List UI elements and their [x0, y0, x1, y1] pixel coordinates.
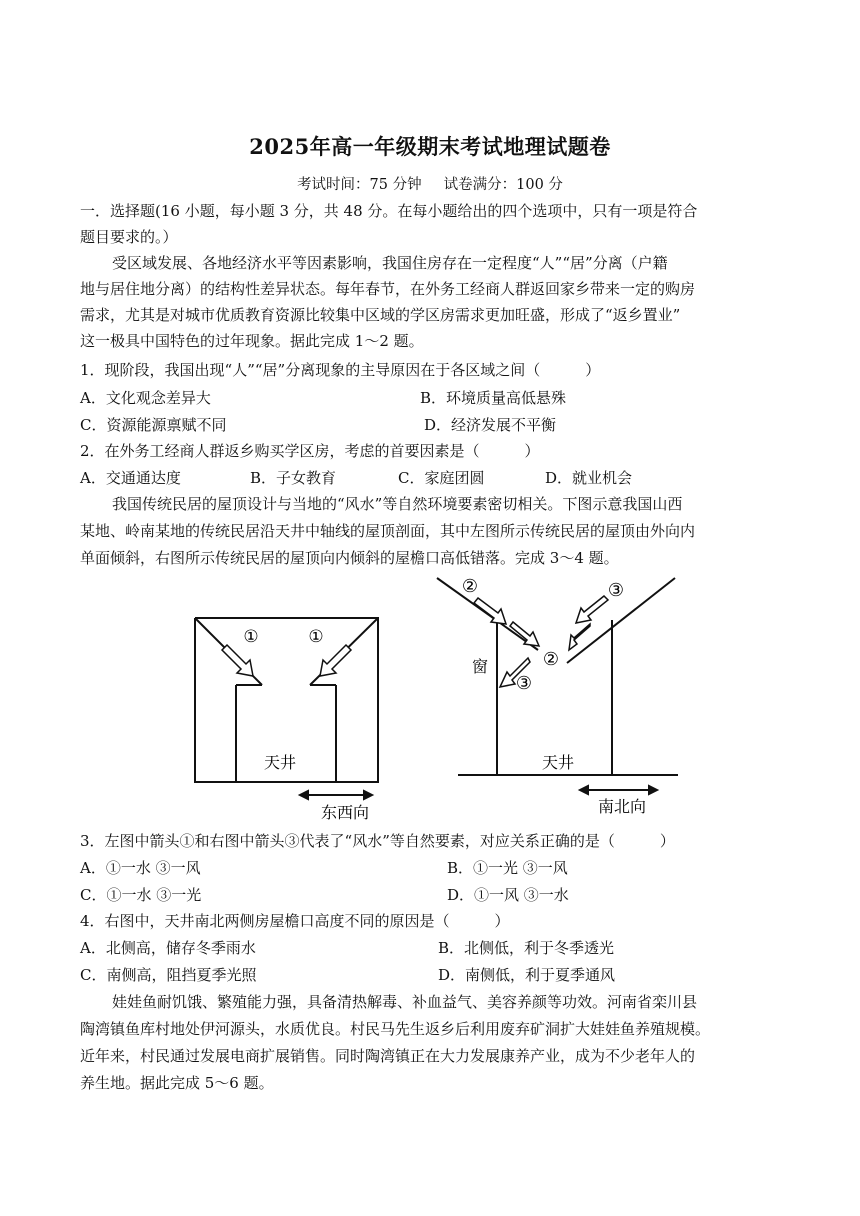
q1-option-b: B．环境质量高低悬殊	[420, 389, 567, 407]
left-arrow-label: ①	[308, 627, 324, 647]
exam-info	[0, 173, 860, 194]
passage1-line: 这一极具中国特色的过年现象。据此完成 1～2 题。	[80, 332, 424, 350]
q3-option-d: D．①一风 ③一水	[447, 886, 569, 904]
right-label-3: ③	[607, 580, 625, 601]
full-score: 试卷满分：100 分	[443, 177, 563, 193]
exam-time: 考试时间：75 分钟	[297, 177, 422, 193]
q2-option-c: C．家庭团圆	[398, 469, 485, 487]
q2-option-d: D．就业机会	[545, 469, 633, 487]
right-roof-diagram	[437, 578, 678, 775]
passage1-line: 地与居住地分离）的结构性差异状态。每年春节，在外务工经商人群返回家乡带来一定的购房	[80, 280, 696, 298]
passage2-line: 单面倾斜，右图所示传统民居的屋顶向内倾斜的屋檐口高低错落。完成 3～4 题。	[80, 549, 619, 567]
q4-option-a: A．北侧高，储存冬季雨水	[80, 939, 256, 957]
passage2-line: 某地、岭南某地的传统民居沿天井中轴线的屋顶剖面，其中左图所示传统民居的屋顶由外向内	[80, 522, 696, 540]
left-arrow-1-east	[320, 645, 351, 676]
left-courtyard-label: 天井	[263, 753, 297, 772]
q4-option-b: B．北侧低，利于冬季透光	[438, 939, 615, 957]
question-4-stem: 4．右图中，天井南北两侧房屋檐口高度不同的原因是（ ）	[80, 912, 510, 930]
right-direction-label: 南北向	[597, 797, 647, 816]
left-arrow-label: ①	[243, 627, 259, 647]
right-arrow-2-upper	[474, 598, 506, 624]
q2-option-a: A．交通通达度	[80, 469, 181, 487]
q1-option-d: D．经济发展不平衡	[424, 416, 557, 434]
passage1-line: 受区域发展、各地经济水平等因素影响，我国住房存在一定程度“人”“居”分离（户籍	[112, 254, 668, 272]
right-label-3: ③	[515, 673, 533, 694]
passage2-line: 我国传统民居的屋顶设计与当地的“风水”等自然环境要素密切相关。下图示意我国山西	[112, 495, 683, 513]
roof-section-figure	[180, 572, 700, 824]
passage3-line: 娃娃鱼耐饥饿、繁殖能力强，具备清热解毒、补血益气、美容养颜等功效。河南省栾川县	[112, 993, 698, 1011]
q3-option-c: C．①一水 ③一光	[80, 886, 202, 904]
left-arrow-1-west	[222, 645, 253, 676]
left-direction-arrow	[300, 791, 372, 799]
q3-option-b: B．①一光 ③一风	[447, 859, 568, 877]
passage3-line: 养生地。据此完成 5～6 题。	[80, 1074, 274, 1092]
passage3-line: 陶湾镇鱼库村地处伊河源头，水质优良。村民马先生返乡后利用废弃矿洞扩大娃娃鱼养殖规模。	[80, 1020, 711, 1038]
q1-option-a: A．文化观念差异大	[80, 389, 211, 407]
right-label-2: ②	[542, 649, 560, 670]
window-label: 窗	[471, 657, 489, 676]
section-instructions-line1: 一．选择题(16 小题，每小题 3 分，共 48 分。在每小题给出的四个选项中，只有一项是符合	[80, 202, 698, 220]
q4-option-c: C．南侧高，阻挡夏季光照	[80, 966, 257, 984]
right-arrow-3-lower	[569, 624, 590, 650]
section-instructions-line2: 题目要求的。）	[80, 228, 178, 246]
q4-option-d: D．南侧低，利于夏季通风	[438, 966, 616, 984]
q3-option-a: A．①一水 ③一风	[80, 859, 201, 877]
right-arrow-3-upper	[576, 596, 608, 623]
question-1-stem: 1．现阶段，我国出现“人”“居”分离现象的主导原因在于各区域之间（ ）	[80, 361, 601, 379]
q1-option-c: C．资源能源禀赋不同	[80, 416, 227, 434]
passage1-line: 需求，尤其是对城市优质教育资源比较集中区域的学区房需求更加旺盛，形成了“返乡置业”	[80, 306, 681, 324]
q2-option-b: B．子女教育	[250, 469, 337, 487]
page-title: 2025年高一年级期末考试地理试题卷	[249, 134, 611, 159]
right-direction-arrow	[580, 786, 657, 794]
right-label-2: ②	[461, 576, 479, 597]
left-direction-label: 东西向	[320, 803, 370, 822]
question-2-stem: 2．在外务工经商人群返乡购买学区房，考虑的首要因素是（ ）	[80, 442, 540, 460]
right-courtyard-label: 天井	[541, 753, 575, 772]
passage3-line: 近年来，村民通过发展电商扩展销售。同时陶湾镇正在大力发展康养产业，成为不少老年人的	[80, 1047, 696, 1065]
question-3-stem: 3．左图中箭头①和右图中箭头③代表了“风水”等自然要素，对应关系正确的是（ ）	[80, 832, 675, 850]
